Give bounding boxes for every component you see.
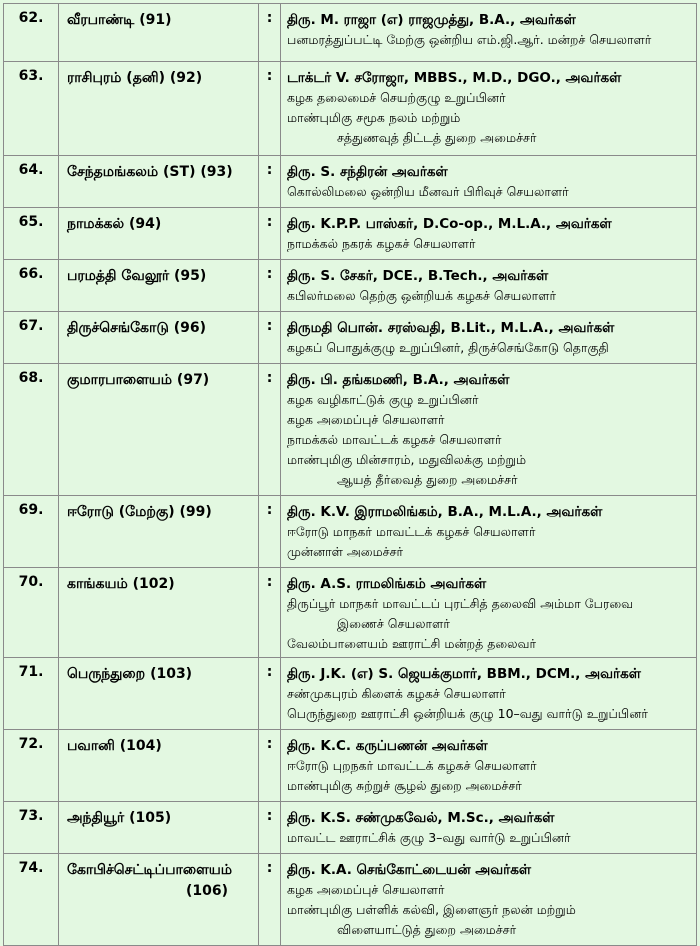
table-row [4, 62, 697, 156]
separator: : [259, 802, 281, 854]
table-row [4, 364, 697, 496]
candidate-role: சண்முகபுரம் கிளைக் கழகச் செயலாளர் [287, 686, 506, 701]
table-row [4, 156, 697, 208]
candidate-details [281, 568, 697, 658]
separator: : [259, 854, 281, 946]
candidate-role: கபிலர்மலை தெற்கு ஒன்றியக் கழகச் செயலாளர் [287, 288, 556, 303]
separator: : [259, 62, 281, 156]
table-row [4, 312, 697, 364]
table-row [4, 658, 697, 730]
table-row [4, 568, 697, 658]
candidate-role: ஆயத் தீர்வைத் துறை அமைச்சர் [337, 472, 518, 487]
candidate-role: நாமக்கல் நகரக் கழகச் செயலாளர் [287, 236, 476, 251]
row-number: 66. [4, 260, 59, 312]
constituency: ராசிபுரம் (தனி) (92) [59, 62, 259, 156]
candidate-details [281, 854, 697, 946]
row-number: 70. [4, 568, 59, 658]
row-number: 69. [4, 496, 59, 568]
candidate-details [281, 62, 697, 156]
candidate-name: திரு. K.S. சண்முகவேல், M.Sc., அவர்கள் [287, 810, 555, 826]
candidate-details [281, 208, 697, 260]
constituency-name: கோபிச்செட்டிப்பாளையம் [67, 862, 232, 878]
candidate-details [281, 4, 697, 62]
candidate-role: கழக வழிகாட்டுக் குழு உறுப்பினர் [287, 392, 479, 407]
row-number: 71. [4, 658, 59, 730]
separator: : [259, 208, 281, 260]
candidate-name: திரு. A.S. ராமலிங்கம் அவர்கள் [287, 576, 487, 592]
constituency [59, 854, 259, 946]
candidate-name: திரு. M. ராஜா (எ) ராஜமுத்து, B.A., அவர்கள் [287, 12, 576, 28]
candidate-details [281, 156, 697, 208]
constituency: ஈரோடு (மேற்கு) (99) [59, 496, 259, 568]
table-row [4, 4, 697, 62]
candidate-details [281, 496, 697, 568]
candidate-role: மாண்புமிகு பள்ளிக் கல்வி, இளைஞர் நலன் மற்றும் [287, 902, 576, 917]
candidate-role: கழக அமைப்புச் செயலாளர் [287, 882, 445, 897]
candidate-name: திரு. J.K. (எ) S. ஜெயக்குமார், BBM., DCM., அவர்கள் [287, 666, 641, 682]
separator: : [259, 364, 281, 496]
candidate-name: திரு. K.P.P. பாஸ்கர், D.Co-op., M.L.A., அவர்கள் [287, 216, 612, 232]
candidate-name: திரு. பி. தங்கமணி, B.A., அவர்கள் [287, 372, 510, 388]
candidate-role: பெருந்துறை ஊராட்சி ஒன்றியக் குழு 10–வது வார்டு உறுப்பினர் [287, 706, 648, 721]
constituency: பரமத்தி வேலூர் (95) [59, 260, 259, 312]
row-number: 63. [4, 62, 59, 156]
separator: : [259, 496, 281, 568]
constituency: வீரபாண்டி (91) [59, 4, 259, 62]
separator: : [259, 260, 281, 312]
row-number: 64. [4, 156, 59, 208]
table-row [4, 496, 697, 568]
constituency: காங்கயம் (102) [59, 568, 259, 658]
candidate-role: கழக தலைமைச் செயற்குழு உறுப்பினர் [287, 90, 506, 105]
candidate-role: வேலம்பாளையம் ஊராட்சி மன்றத் தலைவர் [287, 636, 537, 651]
candidate-name: டாக்டர் V. சரோஜா, MBBS., M.D., DGO., அவர்கள் [287, 70, 622, 86]
table-row [4, 208, 697, 260]
candidate-role: மாண்புமிகு மின்சாரம், மதுவிலக்கு மற்றும் [287, 452, 527, 467]
candidate-role: இணைச் செயலாளர் [337, 616, 450, 631]
separator: : [259, 312, 281, 364]
candidate-role: ஈரோடு புறநகர் மாவட்டக் கழகச் செயலாளர் [287, 758, 537, 773]
constituency: சேந்தமங்கலம் (ST) (93) [59, 156, 259, 208]
separator: : [259, 568, 281, 658]
candidate-role: கழகப் பொதுக்குழு உறுப்பினர், திருச்செங்கோடு தொகுதி [287, 340, 609, 355]
candidate-role: கழக அமைப்புச் செயலாளர் [287, 412, 445, 427]
candidate-name: திரு. S. சேகர், DCE., B.Tech., அவர்கள் [287, 268, 549, 284]
table-row [4, 260, 697, 312]
candidate-name: திரு. K.A. செங்கோட்டையன் அவர்கள் [287, 862, 532, 878]
candidate-name: திரு. K.V. இராமலிங்கம், B.A., M.L.A., அவர்கள் [287, 504, 603, 520]
candidate-role: மாண்புமிகு சமூக நலம் மற்றும் [287, 110, 461, 125]
candidate-details [281, 658, 697, 730]
candidate-role: திருப்பூர் மாநகர் மாவட்டப் புரட்சித் தலைவி அம்மா பேரவை [287, 596, 634, 611]
candidate-details [281, 364, 697, 496]
table-row [4, 854, 697, 946]
candidate-role: சத்துணவுத் திட்டத் துறை அமைச்சர் [337, 130, 537, 145]
candidate-name: திரு. K.C. கருப்பணன் அவர்கள் [287, 738, 488, 754]
constituency: பெருந்துறை (103) [59, 658, 259, 730]
separator: : [259, 4, 281, 62]
candidate-role: ஈரோடு மாநகர் மாவட்டக் கழகச் செயலாளர் [287, 524, 536, 539]
candidate-role: மாவட்ட ஊராட்சிக் குழு 3–வது வார்டு உறுப்பினர் [287, 830, 571, 845]
candidate-details [281, 730, 697, 802]
constituency: திருச்செங்கோடு (96) [59, 312, 259, 364]
candidate-details [281, 802, 697, 854]
row-number: 62. [4, 4, 59, 62]
candidate-details [281, 260, 697, 312]
constituency: குமாரபாளையம் (97) [59, 364, 259, 496]
separator: : [259, 658, 281, 730]
row-number: 68. [4, 364, 59, 496]
candidate-role: கொல்லிமலை ஒன்றிய மீனவர் பிரிவுச் செயலாளர் [287, 184, 569, 199]
candidate-role: விளையாட்டுத் துறை அமைச்சர் [337, 922, 517, 937]
constituency: நாமக்கல் (94) [59, 208, 259, 260]
table-row [4, 802, 697, 854]
row-number: 73. [4, 802, 59, 854]
candidate-role: பனமரத்துப்பட்டி மேற்கு ஒன்றிய எம்.ஜி.ஆர். மன்றச் செயலாளர் [287, 32, 652, 47]
candidate-name: திரு. S. சந்திரன் அவர்கள் [287, 164, 448, 180]
row-number: 65. [4, 208, 59, 260]
candidate-role: மாண்புமிகு சுற்றுச் சூழல் துறை அமைச்சர் [287, 778, 522, 793]
candidate-name: திருமதி பொன். சரஸ்வதி, B.Lit., M.L.A., அவர்கள் [287, 320, 615, 336]
separator: : [259, 156, 281, 208]
constituency: அந்தியூர் (105) [59, 802, 259, 854]
constituency-code: (106) [185, 883, 228, 899]
candidate-role: நாமக்கல் மாவட்டக் கழகச் செயலாளர் [287, 432, 502, 447]
candidate-role: முன்னாள் அமைச்சர் [287, 544, 404, 559]
row-number: 72. [4, 730, 59, 802]
row-number: 74. [4, 854, 59, 946]
row-number: 67. [4, 312, 59, 364]
table-row [4, 730, 697, 802]
candidate-details [281, 312, 697, 364]
separator: : [259, 730, 281, 802]
constituency: பவானி (104) [59, 730, 259, 802]
candidate-table [3, 3, 697, 946]
